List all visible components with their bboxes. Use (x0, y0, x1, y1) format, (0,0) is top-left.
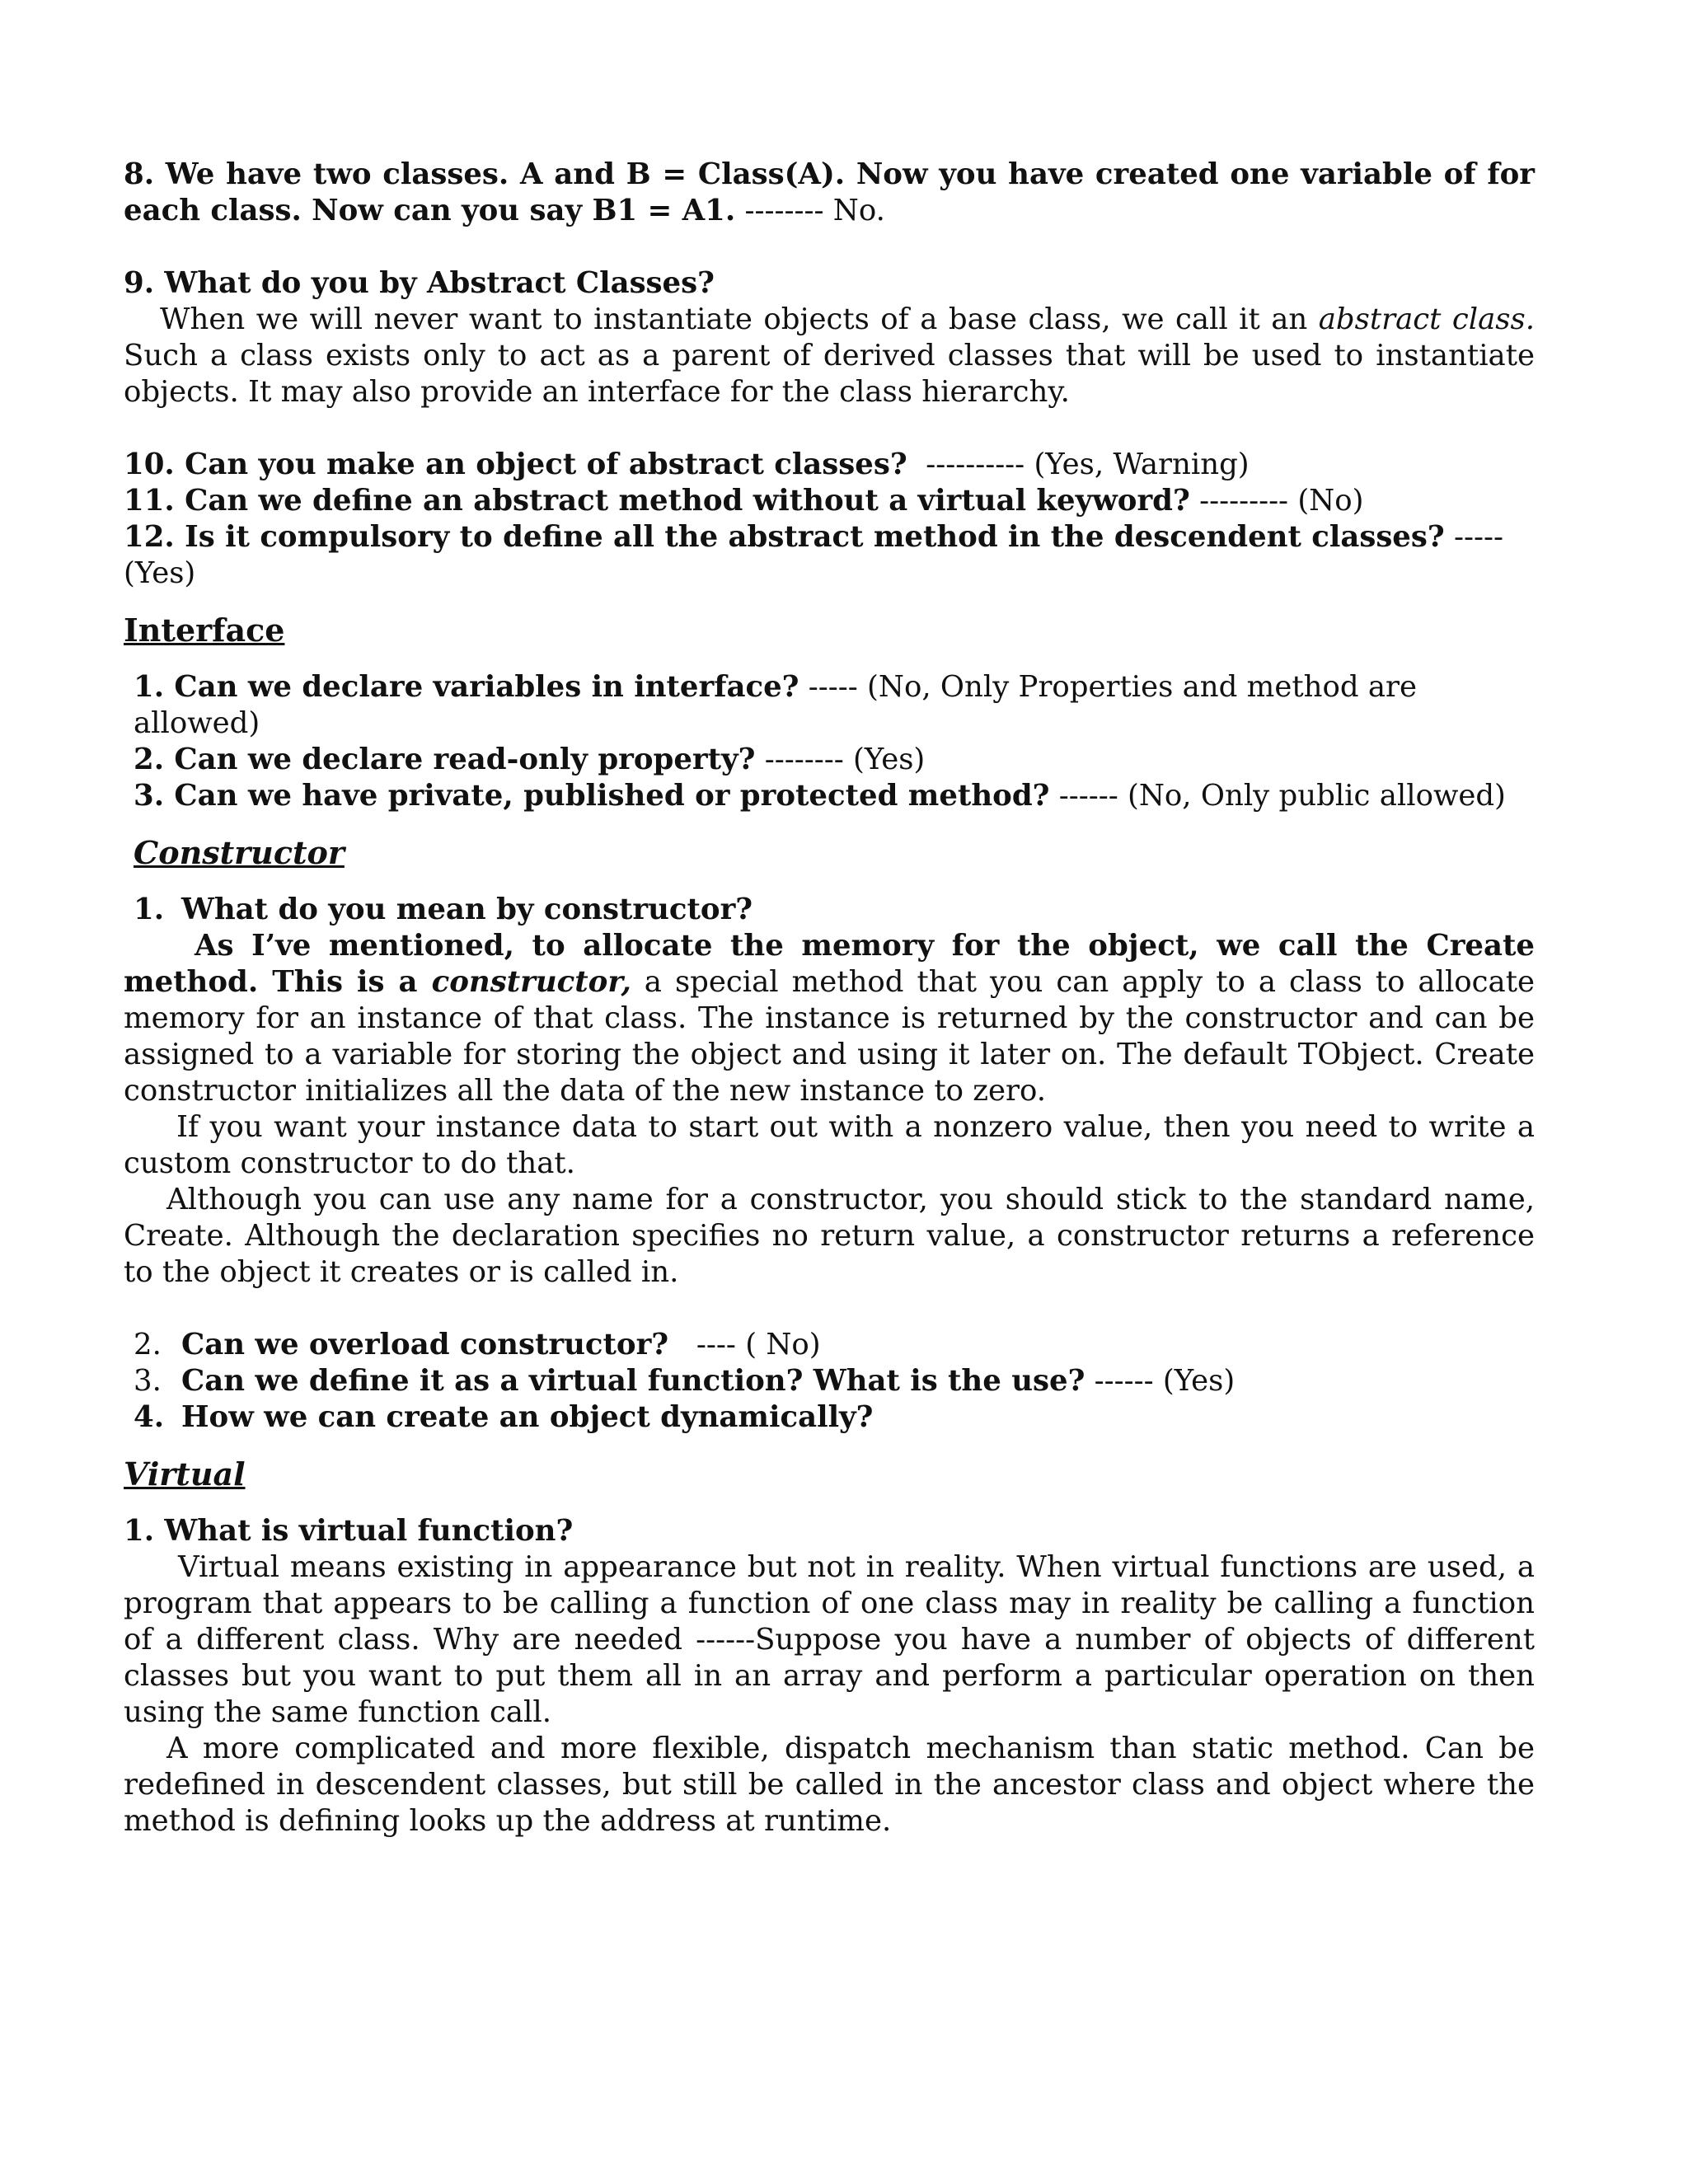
constructor-answer-paragraph-2 (124, 1109, 1535, 1182)
question-11-text: 11. Can we define an abstract method without a virtual keyword? (124, 484, 1190, 518)
constructor-answer-paragraph-1 (124, 928, 1535, 1109)
constructor-item-number: 1. (134, 893, 165, 926)
question-10-text: 10. Can you make an object of abstract classes? (124, 448, 907, 481)
constructor-answer-paragraph-3 (124, 1182, 1535, 1291)
constructor-item-3 (134, 1363, 1535, 1399)
interface-item-2 (134, 742, 1535, 778)
question-8-answer: -------- No. (735, 194, 885, 227)
constructor-item-number: 2. (134, 1328, 162, 1361)
virtual-answer-p2: A more complicated and more flexible, dispatch mechanism than static method. Can be redefined in descendent classes, but still be called in the ancestor class and object where the method is defining looks up the address at runtime. (124, 1732, 1535, 1838)
question-8-text: 8. We have two classes. A and B = Class(A). Now you have created one variable of for each class. Now can you say B1 = A1. (124, 157, 1535, 227)
constructor-answer-p2: If you want your instance data to start out with a nonzero value, then you need to write a custom constructor to do that. (124, 1110, 1535, 1180)
constructor-item-question: How we can create an object dynamically? (181, 1400, 874, 1434)
constructor-item-question: Can we define it as a virtual function? What is the use? (181, 1364, 1085, 1398)
constructor-answer-rest: a special method that you can apply to a class to allocate memory for an instance of that class. The instance is returned by the constructor and can be assigned to a variable for storing the object and using it later on. The default TObject. Create constructor initializes all the data of the new instance to zero. (124, 965, 1535, 1108)
question-9-text: 9. What do you by Abstract Classes? (124, 266, 715, 300)
interface-heading: Interface (124, 612, 285, 649)
constructor-heading: Constructor (134, 834, 345, 871)
constructor-item-answer: ---- ( No) (668, 1328, 821, 1361)
interface-item-question: 1. Can we declare variables in interface? (134, 670, 799, 704)
interface-item-question: 3. Can we have private, published or protected method? (134, 779, 1050, 813)
question-9-body-post: Such a class exists only to act as a parent of derived classes that will be used to instantiate objects. It may also provide an interface for the class hierarchy. (124, 339, 1535, 409)
constructor-item-number: 4. (134, 1400, 165, 1434)
constructor-answer-bold: As I’ve mentioned, to allocate the memory for the object, we call the Create method. This is a (124, 929, 1535, 999)
interface-item-question: 2. Can we declare read-only property? (134, 743, 756, 776)
constructor-item-4 (134, 1399, 1535, 1436)
constructor-question-1-text: What do you mean by constructor? (181, 893, 753, 926)
constructor-answer-em: constructor, (431, 965, 631, 999)
interface-item-answer: -------- (Yes) (755, 743, 926, 776)
question-11 (124, 483, 1535, 519)
constructor-list (124, 892, 1535, 928)
question-9-body-pre: When we will never want to instantiate objects of a base class, we call it an (160, 302, 1319, 336)
interface-list (124, 669, 1535, 814)
interface-item-answer: ----- (No, Only Properties and method are allowed) (134, 670, 1417, 740)
constructor-answer-p3: Although you can use any name for a constructor, you should stick to the standard name, Create. Although the declaration specifies no return value, a constructor returns a reference to the object it creates or is called in. (124, 1183, 1535, 1289)
constructor-item-answer: ------ (Yes) (1085, 1364, 1236, 1398)
question-12 (124, 519, 1535, 592)
virtual-answer-p1: Virtual means existing in appearance but not in reality. When virtual functions are used, a program that appears to be calling a function of one class may in reality be calling a function of a different class. Why are needed ------Suppose you have a number of objects of different classes but you want to put them all in an array and perform a particular operation on then using the same function call. (124, 1550, 1535, 1729)
constructor-item-2 (134, 1327, 1535, 1363)
virtual-heading: Virtual (124, 1455, 246, 1493)
virtual-answer-paragraph-2 (124, 1731, 1535, 1840)
question-9-body-em: abstract class. (1318, 302, 1535, 336)
interface-item-1 (134, 669, 1535, 742)
virtual-answer-paragraph-1 (124, 1549, 1535, 1731)
question-12-text: 12. Is it compulsory to define all the abstract method in the descendent classes? (124, 520, 1445, 554)
virtual-question-1: 1. What is virtual function? (124, 1514, 574, 1548)
question-9-body (124, 302, 1535, 410)
document-page (124, 157, 1535, 1840)
constructor-item-question: Can we overload constructor? (181, 1328, 669, 1361)
question-10-answer: ---------- (Yes, Warning) (907, 448, 1250, 481)
constructor-item-number: 3. (134, 1364, 162, 1398)
question-11-answer: --------- (No) (1189, 484, 1364, 518)
interface-item-answer: ------ (No, Only public allowed) (1049, 779, 1506, 813)
constructor-question-1 (134, 892, 1535, 928)
question-8 (124, 157, 1535, 229)
question-12-answer: ----- (Yes) (124, 520, 1503, 590)
question-10 (124, 447, 1535, 483)
constructor-more-list (124, 1327, 1535, 1436)
interface-item-3 (134, 778, 1535, 814)
